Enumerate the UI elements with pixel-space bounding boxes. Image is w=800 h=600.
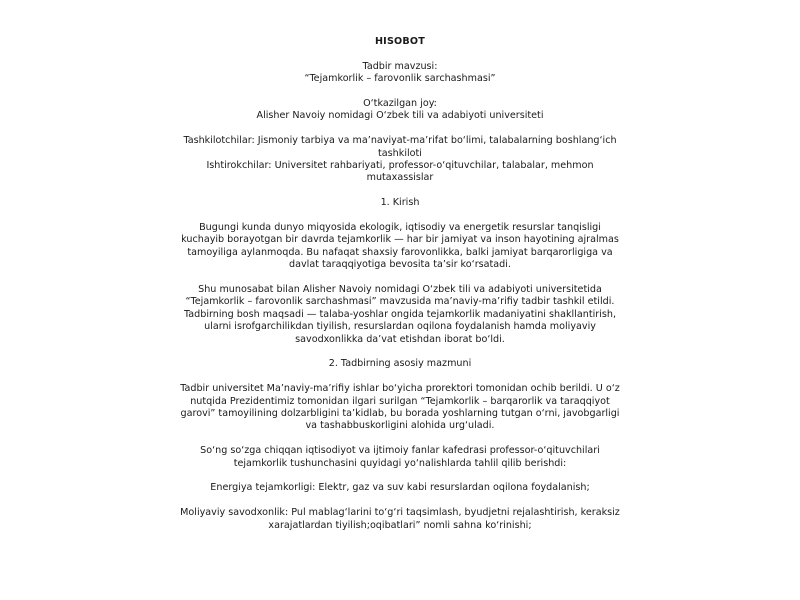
list-item: Energiya tejamkorligi: Elektr, gaz va suv kabi resurslardan oqilona foydalanish; [210,482,590,494]
participants-line: mutaxassislar [366,172,434,184]
paragraph-line: tejamkorlik tushunchasini quyidagi yo‘nalishlarda tahlil qilib berishdi: [233,457,567,469]
spacer [130,86,670,98]
paragraph-line: nutqida Prezidentimiz tomonidan ilgari surilgan “Tejamkorlik – barqarorlik va taraqqiyot [190,395,610,407]
organizers-line: Tashkilotchilar: Jismoniy tarbiya va ma’naviyat-ma’rifat bo‘limi, talabalarning boshlang‘ich [183,135,617,147]
spacer [130,185,670,197]
paragraph-line: garovi” tamoyilining dolzarbligini ta’kidlab, bu borada yoshlarning tutgan o‘rni, javobgarligi [180,408,620,420]
list-item: Moliyaviy savodxonlik: Pul mablag‘larini to‘g‘ri taqsimlash, byudjetni rejalashtirish, keraksiz [180,507,620,519]
spacer [130,210,670,222]
paragraph-line: va tashabbuskorligini alohida urg‘uladi. [305,420,495,432]
spacer [130,433,670,445]
venue-value: Alisher Navoiy nomidagi O‘zbek tili va adabiyoti universiteti [256,110,544,122]
topic-value: “Tejamkorlik – farovonlik sarchashmasi” [304,73,496,85]
paragraph-line: Tadbir universitet Ma’naviy-ma’rifiy ishlar bo‘yicha prorektori tomonidan ochib berildi. U o‘z [180,383,620,395]
paragraph-line: So‘ng so‘zga chiqqan iqtisodiyot va ijtimoiy fanlar kafedrasi professor-o‘qituvchilari [200,445,600,457]
section-heading: 2. Tadbirning asosiy mazmuni [328,358,472,370]
paragraph-line: Tadbirning bosh maqsadi — talaba-yoshlar ongida tejamkorlik madaniyatini shakllantirish, [183,308,616,320]
spacer [130,48,670,60]
paragraph-line: Bugungi kunda dunyo miqyosida ekologik, iqtisodiy va energetik resurslar tanqisligi [199,222,601,234]
participants-line: Ishtirokchilar: Universitet rahbariyati, professor-o‘qituvchilar, talabalar, mehmon [206,160,594,172]
spacer [130,495,670,507]
spacer [130,371,670,383]
paragraph-line: “Tejamkorlik – farovonlik sarchashmasi” mavzusida ma’naviy-ma’rifiy tadbir tashkil etildi. [185,296,615,308]
spacer [130,123,670,135]
topic-label: Tadbir mavzusi: [362,60,438,72]
report-title: HISOBOT [374,36,426,47]
venue-label: O‘tkazilgan joy: [363,98,437,109]
organizers-line: tashkiloti [378,147,422,159]
paragraph-line: kuchayib borayotgan bir davrda tejamkorlik — har bir jamiyat va inson hayotining ajralmas [181,234,619,246]
section-heading: 1. Kirish [380,197,420,209]
spacer [130,346,670,358]
spacer [130,470,670,482]
paragraph-line: savodxonlikka da’vat etishdan iborat bo‘ldi. [295,333,505,345]
spacer [130,272,670,284]
list-item: xarajatlardan tiyilish;oqibatlari” nomli sahna ko‘rinishi; [268,519,532,531]
paragraph-line: tamoyiliga aylanmoqda. Bu nafaqat shaxsiy farovonlikka, balki jamiyat barqarorligiga va [187,246,613,258]
paragraph-line: ularni isrofgarchilikdan tiyilish, resurslardan oqilona foydalanish hamda moliyaviy [204,321,596,333]
paragraph-line: Shu munosabat bilan Alisher Navoiy nomidagi O‘zbek tili va adabiyoti universitetida [198,284,602,296]
paragraph-line: davlat taraqqiyotiga bevosita ta’sir ko‘rsatadi. [289,259,511,271]
report-body [130,36,670,532]
